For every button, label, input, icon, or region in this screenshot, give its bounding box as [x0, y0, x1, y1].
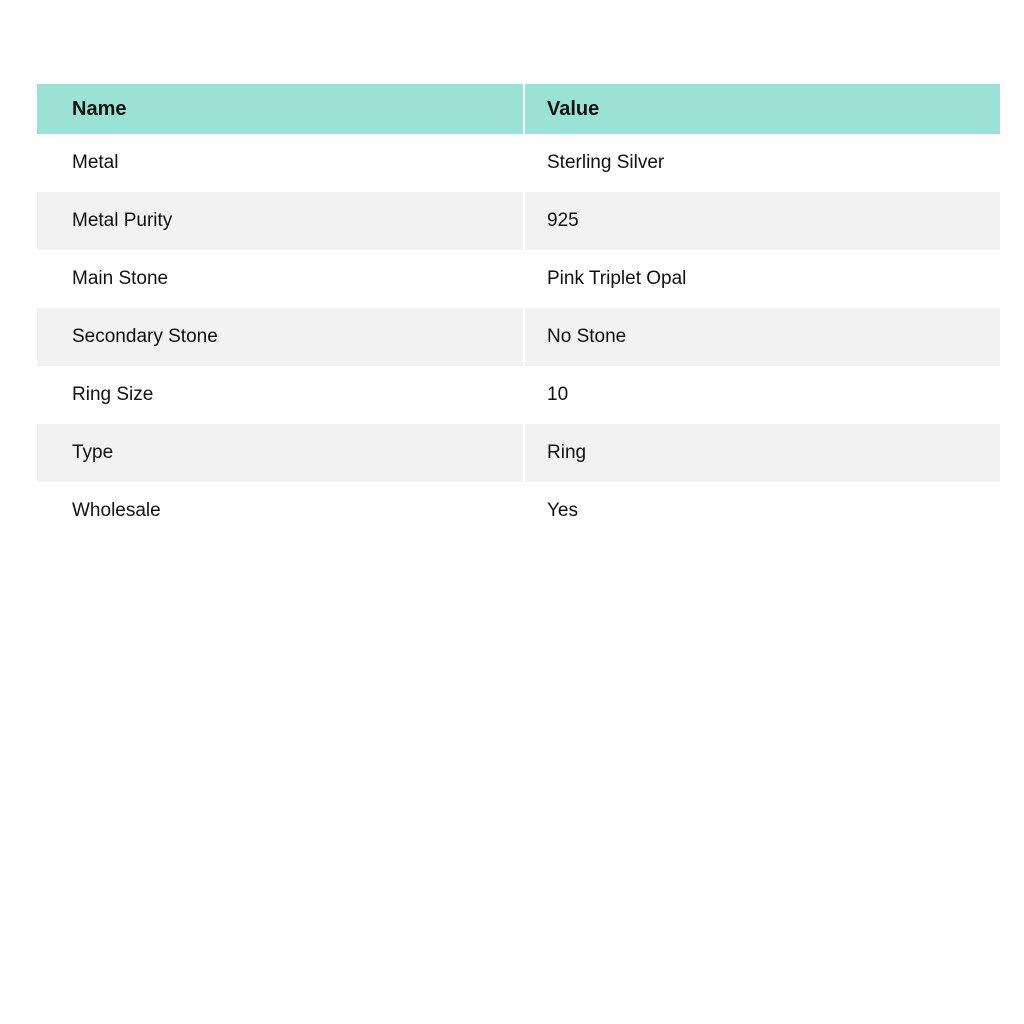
attribute-value-cell: Sterling Silver [523, 134, 1000, 192]
attribute-name-cell: Metal [72, 151, 119, 173]
product-attributes-table [37, 84, 1000, 540]
attribute-value-cell: 925 [523, 192, 1000, 250]
table-row [37, 308, 1000, 366]
header-value-cell: Value [523, 84, 1000, 134]
table-row [37, 250, 1000, 308]
header-name-cell: Name [72, 98, 127, 120]
table-body [37, 134, 1000, 540]
attribute-name-cell: Wholesale [72, 499, 161, 521]
attribute-name-cell: Main Stone [72, 267, 169, 289]
table-row [37, 482, 1000, 540]
table-row [37, 192, 1000, 250]
attribute-name-cell: Ring Size [72, 383, 154, 405]
attribute-value-cell: Yes [523, 482, 1000, 540]
attribute-value-cell: Ring [523, 424, 1000, 482]
table-header-row [37, 84, 1000, 134]
attribute-value-cell: 10 [523, 366, 1000, 424]
attribute-name-cell: Type [72, 441, 114, 463]
table-row [37, 134, 1000, 192]
attribute-name-cell: Secondary Stone [72, 325, 218, 347]
attribute-name-cell: Metal Purity [72, 209, 173, 231]
attribute-value-cell: No Stone [523, 308, 1000, 366]
table-row [37, 366, 1000, 424]
attribute-value-cell: Pink Triplet Opal [523, 250, 1000, 308]
table-row [37, 424, 1000, 482]
